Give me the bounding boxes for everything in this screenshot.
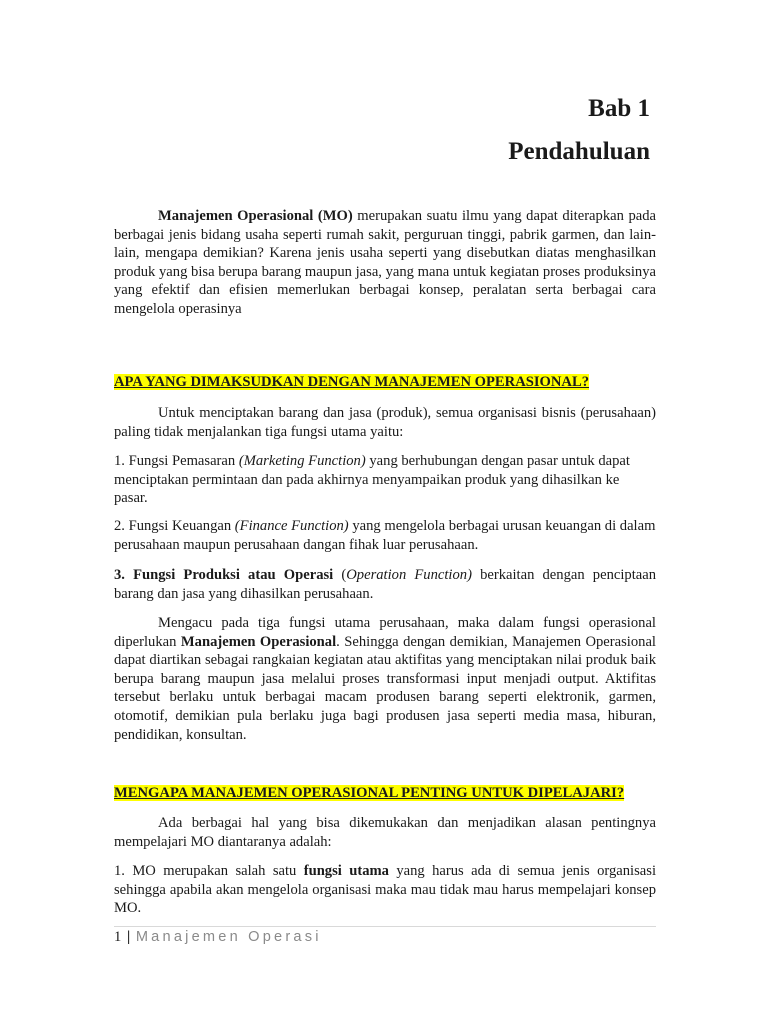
intro-term: Manajemen Operasional (MO) (158, 208, 353, 224)
section-heading-importance (114, 784, 624, 802)
page-footer (114, 928, 322, 946)
intro-paragraph (114, 207, 656, 319)
function-item-finance: 2. Fungsi Keuangan (Finance Function) yang mengelola berbagai urusan keuangan di dalam perusahaan maupun perusahaan dangan fihak luar perusahaan. (114, 518, 656, 553)
intro-text: merupakan suatu ilmu yang dapat diterapkan pada berbagai jenis bidang usaha seperti rumah sakit, perguruan tinggi, pabrik garmen, dan lain-lain, mengapa demikian? Karena jenis usaha seperti yang disebutkan diatas menghasilkan produk yang bisa berupa barang maupun jasa, yang mana untuk kegiatan proses produksinya yang efektif dan efisien memerlukan berbagai konsep, peralatan serta berbagai cara mengelola operasinya (114, 208, 656, 317)
footer-divider (114, 926, 656, 927)
footer-title: Manajemen Operasi (135, 929, 322, 945)
section2-paragraph-1: Ada berbagai hal yang bisa dikemukakan dan menjadikan alasan pentingnya mempelajari MO diantaranya adalah: (114, 815, 656, 850)
section-heading-importance-text: MENGAPA MANAJEMEN OPERASIONAL PENTING UNTUK DIPELAJARI? (114, 785, 625, 801)
section-heading-definition (114, 373, 589, 391)
reason-item-1: 1. MO merupakan salah satu fungsi utama yang harus ada di semua jenis organisasi sehingga apabila akan mengelola organisasi maka mau tidak mau harus mempelajari konsep MO. (114, 863, 657, 917)
section-heading-definition-text: APA YANG DIMAKSUDKAN DENGAN MANAJEMEN OPERASIONAL? (114, 374, 589, 390)
section1-paragraph-2: Mengacu pada tiga fungsi utama perusahaan, maka dalam fungsi operasional diperlukan Manajemen Operasional. Sehingga dengan demikian, Manajemen Operasional dapat diartikan sebagai rangkaian kegiatan atau aktifitas yang menciptakan nilai produk baik berupa barang maupun jasa melalui proses transformasi input menjadi output. Aktifitas tersebut berlaku untuk berbagai macam produsen barang seperti elektronik, garmen, otomotif, demikian pula berlaku juga bagi produsen jasa seperti media masa, hiburan, pendidikan, konsultan. (114, 615, 656, 743)
section1-paragraph-1: Untuk menciptakan barang dan jasa (produk), semua organisasi bisnis (perusahaan) paling tidak menjalankan tiga fungsi utama yaitu: (114, 405, 656, 440)
chapter-title: Pendahuluan (508, 138, 650, 165)
footer-separator: | (126, 929, 131, 945)
chapter-number: Bab 1 (588, 95, 650, 122)
page-number: 1 (114, 929, 122, 945)
function-item-operation: 3. Fungsi Produksi atau Operasi (Operation Function) berkaitan dengan penciptaan barang dan jasa yang dihasilkan perusahaan. (114, 567, 657, 602)
function-item-marketing: 1. Fungsi Pemasaran (Marketing Function) yang berhubungan dengan pasar untuk dapat menciptakan permintaan dan pada akhirnya menyampaikan produk yang dihasilkan ke pasar. (114, 453, 630, 507)
